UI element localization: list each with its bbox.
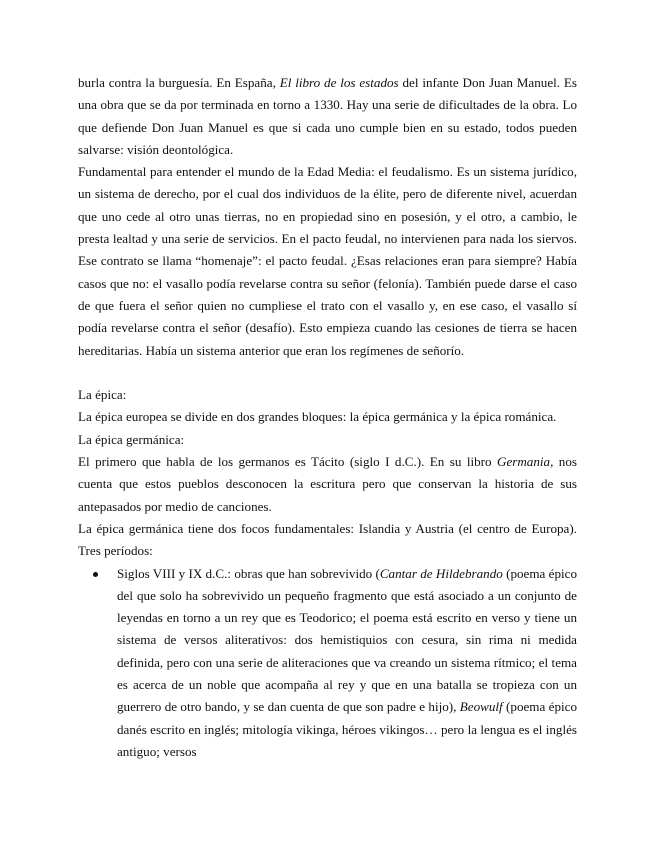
paragraph-focos: La épica germánica tiene dos focos fundamentales: Islandia y Austria (el centro de Europa). Tres períodos: [78, 520, 577, 559]
document-page [78, 72, 577, 763]
heading-epica-germanica: La épica germánica: [78, 431, 185, 447]
paragraph-tacito [78, 451, 577, 518]
text-run: (poema épico danés escrito en inglés; mitología vikinga, héroes vikingos… pero la lengua es el inglés antiguo; versos [117, 699, 577, 759]
paragraph-juan-manuel [78, 72, 577, 161]
bullet-icon [93, 572, 98, 577]
italic-title-germania: Germania [496, 454, 551, 470]
text-run: (poema épico del que solo ha sobrevivido un pequeño fragmento que está asociado a un conjunto de leyendas en torno a un rey que es Teodorico; el poema está escrito en verso y tiene un sistema de versos aliterativos: dos hemistiquios con cesura, sin rima ni medida definida, pero con una serie de aliteraciones que va creando un sistema rítmico; el tema es acerca de un noble que acompaña al rey y que en una batalla se tropieza con un guerrero de otro bando, y se dan cuenta de que son padre e hijo), [117, 565, 577, 715]
periods-list [78, 563, 577, 764]
text-run: del infante Don Juan Manuel. Es una obra que se da por terminada en torno a 1330. Hay una serie de dificultades de la obra. Lo que defiende Don Juan Manuel es que si cada uno cumple bien en su estado, todos pueden salvarse: visión deontológica. [78, 75, 578, 157]
text-run: , nos cuenta que estos pueblos desconocen la escritura pero que conservan la historia de sus antepasados por medio de canciones. [78, 454, 577, 514]
italic-title-hildebrando: Cantar de Hildebrando [379, 565, 503, 581]
text-run: Siglos VIII y IX d.C.: obras que han sobrevivido ( [117, 565, 380, 581]
italic-title-libro-estados: El libro de los estados [279, 75, 399, 90]
text-run: El primero que habla de los germanos es Tácito (siglo I d.C.). En su libro [78, 454, 497, 470]
text-run: burla contra la burguesía. En España, [78, 75, 280, 90]
italic-title-beowulf: Beowulf [459, 699, 503, 715]
heading-epica: La épica: [78, 387, 127, 403]
list-item [117, 563, 577, 764]
blank-line [78, 362, 577, 384]
paragraph-feudalismo: Fundamental para entender el mundo de la Edad Media: el feudalismo. Es un sistema jurídico, un sistema de derecho, por el cual dos individuos de la élite, pero de diferente nivel, acuerdan que uno cede al otro unas tierras, no en propiedad sino en posesión, y el otro, a cambio, le presta lealtad y una serie de servicios. En el pacto feudal, no intervienen para nada los siervos. Ese contrato se llama “homenaje”: el pacto feudal. ¿Esas relaciones eran para siempre? Había casos que no: el vasallo podía revelarse contra su señor (felonía). También puede darse el caso de que fuera el señor quien no cumpliese el trato con el vasallo y, en ese caso, el vasallo sí podía revelarse contra el señor (desafío). Esto empieza cuando las cesiones de tierra se hacen hereditarias. Había un sistema anterior que eran los regímenes de señorío. [78, 164, 577, 358]
paragraph-epica-europea: La épica europea se divide en dos grandes bloques: la épica germánica y la épica románica. [78, 409, 557, 425]
